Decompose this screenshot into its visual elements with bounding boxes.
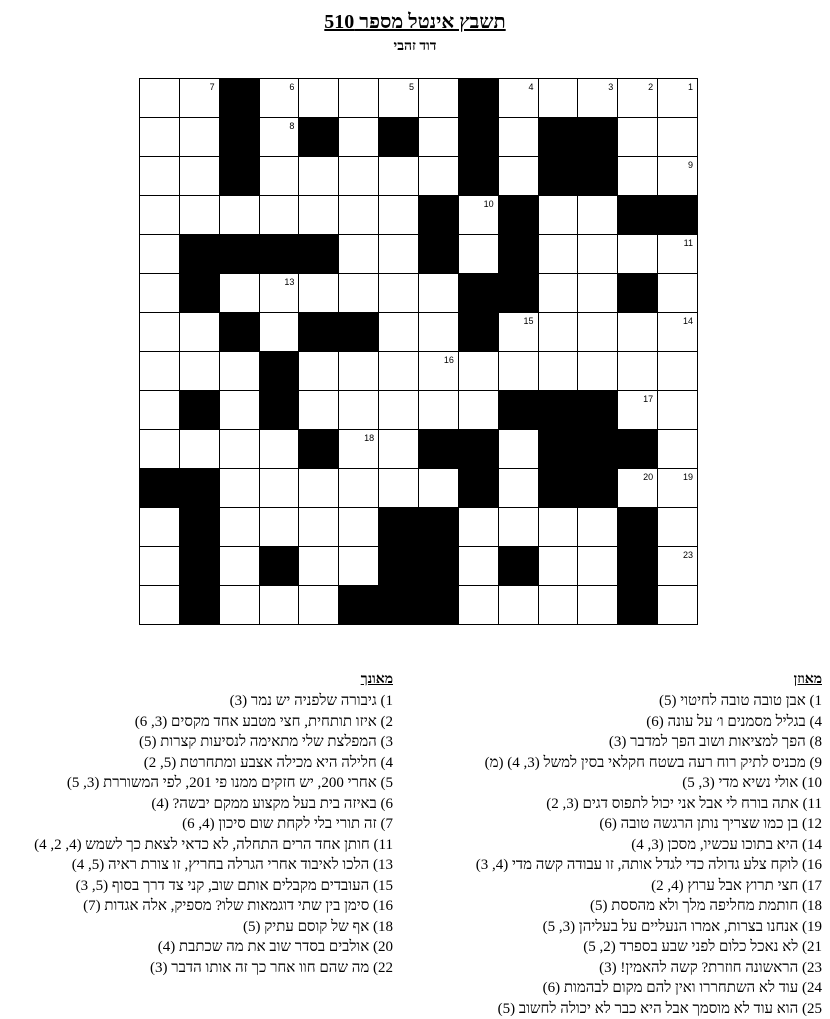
black-cell — [298, 117, 339, 157]
black-cell — [179, 585, 220, 625]
grid-cell[interactable] — [538, 585, 579, 625]
black-cell — [617, 507, 658, 547]
grid-cell[interactable] — [139, 195, 180, 235]
cell-number: 14 — [682, 316, 693, 326]
grid-cell[interactable] — [298, 507, 339, 547]
cell-number: 3 — [608, 82, 614, 92]
black-cell — [298, 429, 339, 469]
grid-cell[interactable] — [179, 429, 220, 469]
down-clue: 6) באיזה בית בעל מקצוע ממקם יבשה? (4) — [151, 795, 393, 812]
down-clue: 13) הלכו לאיבוד אחרי הגרלה בחריץ, זו צורת ראיה (5, 4) — [71, 857, 393, 873]
grid-cell[interactable] — [338, 546, 379, 586]
down-clue: 15) העובדים מקבלים אותם שוב, קני צד דרך בסוף (5, 3) — [75, 877, 393, 894]
grid-cell[interactable] — [259, 195, 300, 235]
grid-cell[interactable] — [577, 585, 618, 625]
grid-cell[interactable] — [139, 273, 180, 313]
grid-cell[interactable] — [657, 312, 698, 352]
grid-cell[interactable] — [498, 312, 539, 352]
across-clue: 10) אולי נשיא מדי (3, 5) — [682, 775, 822, 791]
grid-cell[interactable] — [338, 390, 379, 430]
grid-cell[interactable] — [259, 156, 300, 196]
grid-cell[interactable] — [298, 156, 339, 196]
grid-cell[interactable] — [538, 273, 579, 313]
grid-cell[interactable] — [259, 585, 300, 625]
black-cell — [498, 195, 539, 235]
black-cell — [577, 117, 618, 157]
puzzle-title-text: תשבץ אינטל מספר 510 — [324, 11, 506, 33]
black-cell — [458, 156, 499, 196]
grid-cell[interactable] — [577, 546, 618, 586]
cell-number: 21 — [443, 511, 454, 521]
black-cell — [418, 195, 459, 235]
across-clue: 11) אתה בורח לי אבל אני יכול לתפוס דגים (3, 2) — [546, 795, 822, 812]
grid-cell[interactable] — [139, 390, 180, 430]
grid-cell[interactable] — [219, 390, 260, 430]
grid-cell[interactable] — [657, 507, 698, 547]
grid-cell[interactable] — [139, 156, 180, 196]
grid-cell[interactable] — [498, 585, 539, 625]
black-cell — [378, 507, 419, 547]
down-clue: 1) גיבורה שלפניה יש נמר (3) — [229, 693, 393, 709]
grid-cell[interactable] — [538, 351, 579, 391]
across-clue-list — [422, 691, 822, 1019]
across-clue: 18) חותמת מחליפה מלך ולא מהססת (5) — [590, 898, 822, 914]
black-cell — [219, 117, 260, 157]
black-cell — [538, 468, 579, 508]
down-clue-list — [3, 691, 393, 978]
across-clue: 1) אבן טובה טובה לחיטוי (5) — [659, 693, 822, 709]
grid-cell[interactable] — [338, 78, 379, 118]
grid-cell[interactable] — [259, 312, 300, 352]
grid-cell[interactable] — [498, 429, 539, 469]
cell-number: 16 — [443, 355, 454, 365]
grid-cell[interactable] — [617, 468, 658, 508]
grid-cell[interactable] — [219, 468, 260, 508]
across-clues — [422, 671, 822, 1019]
grid-cell[interactable] — [378, 273, 419, 313]
grid-cell[interactable] — [298, 468, 339, 508]
black-cell — [179, 390, 220, 430]
grid-cell[interactable] — [259, 78, 300, 118]
grid-cell[interactable] — [538, 312, 579, 352]
grid-cell[interactable] — [219, 429, 260, 469]
black-cell — [219, 234, 260, 274]
grid-cell[interactable] — [298, 546, 339, 586]
down-clue: 5) אחרי 200, יש חזקים ממנו פי 201, לפי המשוררת (3, 5) — [66, 775, 393, 791]
cell-number: 17 — [643, 394, 654, 404]
grid-cell[interactable] — [259, 273, 300, 313]
black-cell — [179, 507, 220, 547]
grid-cell[interactable] — [418, 117, 459, 157]
down-clue: 3) המפלצת שלי מתאימה לנסיעות קצרות (5) — [138, 734, 393, 750]
grid-cell[interactable] — [298, 195, 339, 235]
black-cell — [179, 546, 220, 586]
grid-cell[interactable] — [577, 507, 618, 547]
across-clue: 21) לא נאכל כלום לפני שבע בספרד (2, 5) — [583, 939, 822, 955]
grid-cell[interactable] — [538, 546, 579, 586]
black-cell — [538, 156, 579, 196]
grid-cell[interactable] — [298, 78, 339, 118]
grid-cell[interactable] — [458, 195, 499, 235]
across-heading: מאוזן — [793, 672, 822, 687]
cell-number: 9 — [687, 160, 693, 170]
black-cell — [298, 234, 339, 274]
grid-cell[interactable] — [577, 234, 618, 274]
cell-number: 18 — [364, 433, 375, 443]
grid-cell[interactable] — [577, 195, 618, 235]
grid-cell[interactable] — [657, 156, 698, 196]
grid-cell[interactable] — [538, 195, 579, 235]
down-clues — [3, 671, 393, 978]
grid-cell[interactable] — [657, 390, 698, 430]
cell-number: 13 — [284, 277, 295, 287]
black-cell — [458, 468, 499, 508]
black-cell — [538, 390, 579, 430]
black-cell — [298, 312, 339, 352]
across-clue: 14) היא בתוכו עכשיו, מסכן (3, 4) — [631, 836, 822, 853]
grid-cell[interactable] — [139, 351, 180, 391]
black-cell — [179, 468, 220, 508]
down-clue: 16) סימן בין שתי דוגמאות שלו? מספיק, אלה אגדות (7) — [83, 898, 393, 914]
black-cell — [179, 234, 220, 274]
black-cell — [657, 195, 698, 235]
grid-cell[interactable] — [139, 429, 180, 469]
black-cell — [498, 273, 539, 313]
grid-cell[interactable] — [498, 117, 539, 157]
down-clue: 4) חלילה היא מכילה אצבע ומתחרטת (5, 2) — [143, 754, 393, 771]
grid-cell[interactable] — [577, 273, 618, 313]
black-cell — [458, 78, 499, 118]
grid-cell[interactable] — [458, 351, 499, 391]
grid-cell[interactable] — [338, 507, 379, 547]
black-cell — [259, 351, 300, 391]
grid-cell[interactable] — [498, 156, 539, 196]
cell-number: 7 — [209, 82, 215, 92]
grid-cell[interactable] — [378, 195, 419, 235]
black-cell — [617, 429, 658, 469]
grid-cell[interactable] — [577, 312, 618, 352]
black-cell — [139, 468, 180, 508]
black-cell — [219, 78, 260, 118]
grid-cell[interactable] — [338, 234, 379, 274]
cell-number: 11 — [683, 238, 693, 248]
black-cell — [219, 156, 260, 196]
grid-cell[interactable] — [378, 156, 419, 196]
across-clue: 23) הראשונה חוזרת? קשה להאמין! (3) — [599, 959, 822, 976]
grid-cell[interactable] — [179, 117, 220, 157]
black-cell — [458, 273, 499, 313]
grid-cell[interactable] — [298, 273, 339, 313]
grid-cell[interactable] — [219, 507, 260, 547]
cell-number: 20 — [643, 472, 654, 482]
grid-cell[interactable] — [617, 117, 658, 157]
black-cell — [338, 312, 379, 352]
grid-cell[interactable] — [259, 468, 300, 508]
grid-cell[interactable] — [418, 78, 459, 118]
black-cell — [498, 234, 539, 274]
black-cell — [259, 234, 300, 274]
grid-cell[interactable] — [418, 390, 459, 430]
black-cell — [538, 429, 579, 469]
black-cell — [179, 273, 220, 313]
across-clue: 16) לוקח צלע גדולה כדי לגדל אותה, זו עבודה קשה מדי (4, 3) — [475, 857, 822, 873]
grid-cell[interactable] — [179, 156, 220, 196]
grid-cell[interactable] — [259, 429, 300, 469]
grid-cell[interactable] — [259, 117, 300, 157]
grid-cell[interactable] — [139, 117, 180, 157]
grid-cell[interactable] — [577, 351, 618, 391]
grid-cell[interactable] — [617, 312, 658, 352]
grid-cell[interactable] — [378, 468, 419, 508]
grid-cell[interactable] — [139, 585, 180, 625]
across-clue: 12) בן כמו שצריך נותן הרגשה טובה (6) — [599, 816, 822, 832]
cell-number: 4 — [528, 82, 534, 92]
grid-cell[interactable] — [139, 234, 180, 274]
grid-cell[interactable] — [617, 156, 658, 196]
puzzle-title — [0, 10, 830, 34]
black-cell — [577, 390, 618, 430]
grid-cell[interactable] — [219, 585, 260, 625]
grid-cell[interactable] — [378, 351, 419, 391]
grid-cell[interactable] — [338, 468, 379, 508]
black-cell — [378, 585, 419, 625]
grid-cell[interactable] — [179, 195, 220, 235]
grid-cell[interactable] — [617, 78, 658, 118]
black-cell — [617, 546, 658, 586]
across-clue: 25) הוא עוד לא מוסמך אבל היא כבר לא יכולה לחשוב (5) — [497, 1000, 822, 1017]
across-clue: 8) הפך למציאות ושוב הפך למדבר (3) — [608, 734, 822, 750]
grid-cell[interactable] — [458, 390, 499, 430]
grid-cell[interactable] — [617, 390, 658, 430]
grid-cell[interactable] — [657, 585, 698, 625]
grid-cell[interactable] — [458, 546, 499, 586]
black-cell — [219, 312, 260, 352]
grid-cell[interactable] — [378, 390, 419, 430]
black-cell — [378, 117, 419, 157]
black-cell — [577, 468, 618, 508]
grid-cell[interactable] — [338, 117, 379, 157]
grid-cell[interactable] — [298, 390, 339, 430]
black-cell — [458, 117, 499, 157]
down-clue: 20) אולבים בסדר שוב את מה שכתבת (4) — [157, 939, 393, 955]
grid-cell[interactable] — [657, 546, 698, 586]
black-cell — [617, 195, 658, 235]
grid-cell[interactable] — [139, 546, 180, 586]
grid-cell[interactable] — [498, 78, 539, 118]
grid-cell[interactable] — [657, 273, 698, 313]
grid-cell[interactable] — [338, 273, 379, 313]
grid-cell[interactable] — [139, 507, 180, 547]
grid-cell[interactable] — [298, 351, 339, 391]
grid-cell[interactable] — [657, 351, 698, 391]
grid-cell[interactable] — [179, 351, 220, 391]
grid-cell[interactable] — [458, 234, 499, 274]
cell-number: 15 — [523, 316, 534, 326]
down-clue: 2) איזו תותחית, חצי מטבע אחד מקסים (3, 6) — [134, 713, 393, 730]
across-clue: 4) בגליל מסמנים ו׳ על עונה (6) — [646, 713, 822, 730]
black-cell — [338, 585, 379, 625]
black-cell — [418, 507, 459, 547]
black-cell — [498, 390, 539, 430]
grid-cell[interactable] — [298, 585, 339, 625]
grid-cell[interactable] — [657, 429, 698, 469]
cell-number: 19 — [682, 472, 693, 482]
cell-number: 22 — [204, 511, 215, 521]
down-clue: 7) זה תורי בלי לקחת שום סיכון (4, 6) — [182, 816, 393, 832]
grid-cell[interactable] — [458, 507, 499, 547]
grid-cell[interactable] — [139, 312, 180, 352]
down-clue: 11) חותן אחד הרים התחלה, לא כדאי לצאת כך לשמש (4, 2, 4) — [34, 836, 393, 853]
grid-cell[interactable] — [657, 117, 698, 157]
across-clue: 19) אנחנו בצרות, אמרו הנעליים על בעליהן (3, 5) — [542, 918, 822, 935]
grid-cell[interactable] — [179, 78, 220, 118]
grid-cell[interactable] — [219, 195, 260, 235]
grid-cell[interactable] — [538, 78, 579, 118]
down-clue: 22) מה שהם חוו אחר כך זה אותו הדבר (3) — [150, 959, 393, 976]
grid-cell[interactable] — [179, 312, 220, 352]
crossword-grid — [139, 78, 697, 624]
grid-cell[interactable] — [259, 507, 300, 547]
cell-number: 12 — [483, 277, 494, 287]
cell-number: 1 — [687, 82, 693, 92]
puzzle-author: דוד זהבי — [393, 39, 437, 54]
across-clue: 9) מכניס לתיק רוח רעה בשטח חקלאי בסין למשל (3, 4) (מ) — [484, 754, 822, 771]
black-cell — [418, 234, 459, 274]
black-cell — [538, 117, 579, 157]
cell-number: 6 — [289, 82, 295, 92]
grid-cell[interactable] — [418, 156, 459, 196]
grid-cell[interactable] — [498, 351, 539, 391]
grid-cell[interactable] — [338, 156, 379, 196]
grid-cell[interactable] — [538, 507, 579, 547]
black-cell — [577, 156, 618, 196]
grid-cell[interactable] — [338, 351, 379, 391]
black-cell — [458, 429, 499, 469]
black-cell — [378, 546, 419, 586]
grid-cell[interactable] — [139, 78, 180, 118]
grid-cell[interactable] — [617, 351, 658, 391]
grid-cell[interactable] — [657, 234, 698, 274]
cell-number: 5 — [408, 82, 414, 92]
grid-cell[interactable] — [418, 351, 459, 391]
grid-cell[interactable] — [458, 585, 499, 625]
grid-cell[interactable] — [378, 429, 419, 469]
black-cell — [458, 312, 499, 352]
black-cell — [259, 390, 300, 430]
grid-cell[interactable] — [418, 312, 459, 352]
black-cell — [418, 546, 459, 586]
cell-number: 25 — [364, 589, 375, 599]
grid-cell[interactable] — [378, 312, 419, 352]
grid-cell[interactable] — [378, 234, 419, 274]
down-clue: 18) אף של קוסם עתיק (5) — [242, 918, 393, 935]
cell-number: 2 — [648, 82, 654, 92]
across-clue: 17) חצי תרוץ אבל ערוץ (4, 2) — [651, 877, 822, 894]
grid-cell[interactable] — [219, 546, 260, 586]
down-heading: מאונך — [360, 672, 393, 687]
black-cell — [498, 546, 539, 586]
grid-cell[interactable] — [219, 273, 260, 313]
grid-cell[interactable] — [498, 507, 539, 547]
cell-number: 23 — [682, 550, 693, 560]
black-cell — [418, 585, 459, 625]
grid-cell[interactable] — [418, 273, 459, 313]
black-cell — [617, 585, 658, 625]
grid-cell[interactable] — [657, 468, 698, 508]
cell-number: 8 — [289, 121, 295, 131]
across-clue: 24) עוד לא השתחררו ואין להם מקום לבהמות (6) — [542, 980, 822, 996]
grid-cell[interactable] — [538, 234, 579, 274]
black-cell — [259, 546, 300, 586]
grid-cell[interactable] — [338, 429, 379, 469]
grid-cell[interactable] — [657, 78, 698, 118]
grid-cell[interactable] — [219, 351, 260, 391]
grid-cell[interactable] — [577, 78, 618, 118]
grid-cell[interactable] — [378, 78, 419, 118]
cell-number: 24 — [643, 589, 654, 599]
cell-number: 10 — [483, 199, 494, 209]
grid-cell[interactable] — [338, 195, 379, 235]
grid-cell[interactable] — [617, 234, 658, 274]
black-cell — [577, 429, 618, 469]
black-cell — [418, 429, 459, 469]
black-cell — [617, 273, 658, 313]
grid-cell[interactable] — [418, 468, 459, 508]
grid-cell[interactable] — [498, 468, 539, 508]
